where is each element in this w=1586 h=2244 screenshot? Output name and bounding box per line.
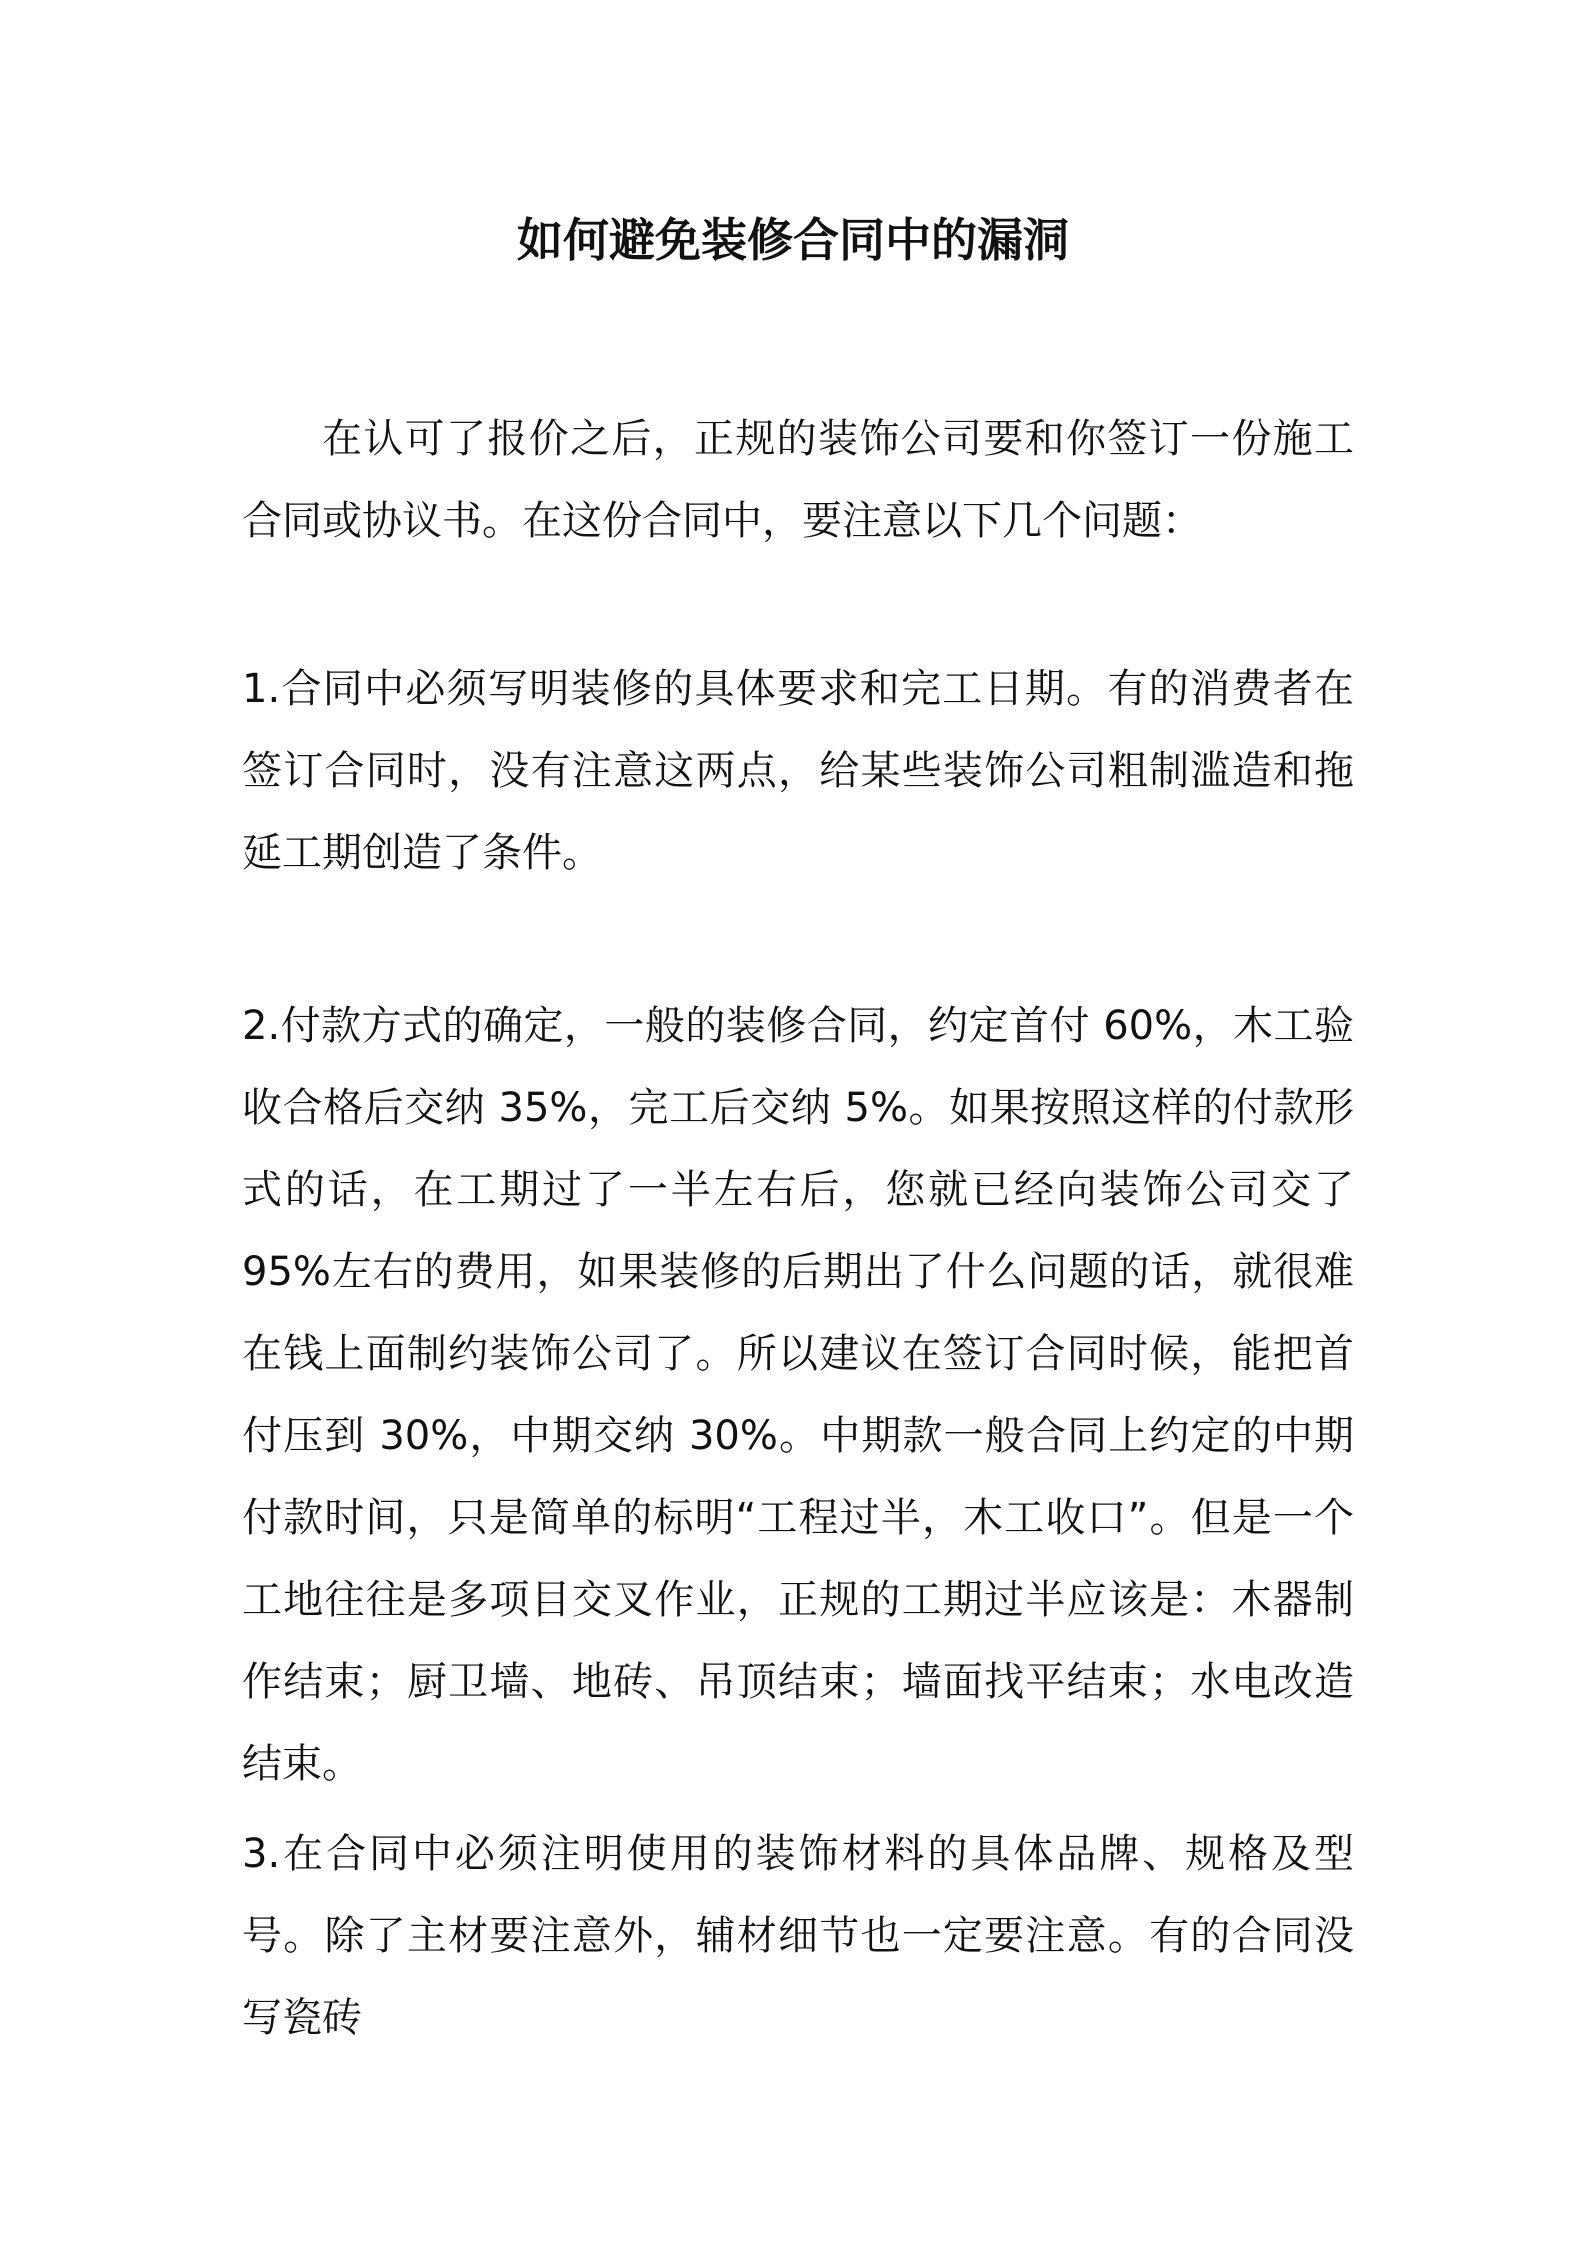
item-1-paragraph: 1.合同中必须写明装修的具体要求和完工日期。有的消费者在签订合同时，没有注意这两点，给某些装饰公司粗制滥造和拖延工期创造了条件。 (242, 666, 1354, 876)
intro-paragraph: 在认可了报价之后，正规的装饰公司要和你签订一份施工合同或协议书。在这份合同中，要注意以下几个问题： (242, 416, 1354, 544)
document-title: 如何避免装修合同中的漏洞 (517, 213, 1069, 267)
item-3-paragraph: 3.在合同中必须注明使用的装饰材料的具体品牌、规格及型号。除了主材要注意外，辅材细节也一定要注意。有的合同没写瓷砖 (242, 1831, 1354, 2041)
item-2-paragraph: 2.付款方式的确定，一般的装修合同，约定首付 60%，木工验收合格后交纳 35%，完工后交纳 5%。如果按照这样的付款形式的话，在工期过了一半左右后，您就已经向装饰公司交了 95%左右的费用，如果装修的后期出了什么问题的话，就很难在钱上面制约装饰公司了。所以建议在签订合同时候，能把首付压到 30%，中期交纳 30%。中期款一般合同上约定的中期付款时间，只是简单的标明“工程过半，木工收口”。但是一个工地往往是多项目交叉作业，正规的工期过半应该是：木器制作结束；厨卫墙、地砖、吊顶结束；墙面找平结束；水电改造结束。 (242, 1003, 1354, 1787)
